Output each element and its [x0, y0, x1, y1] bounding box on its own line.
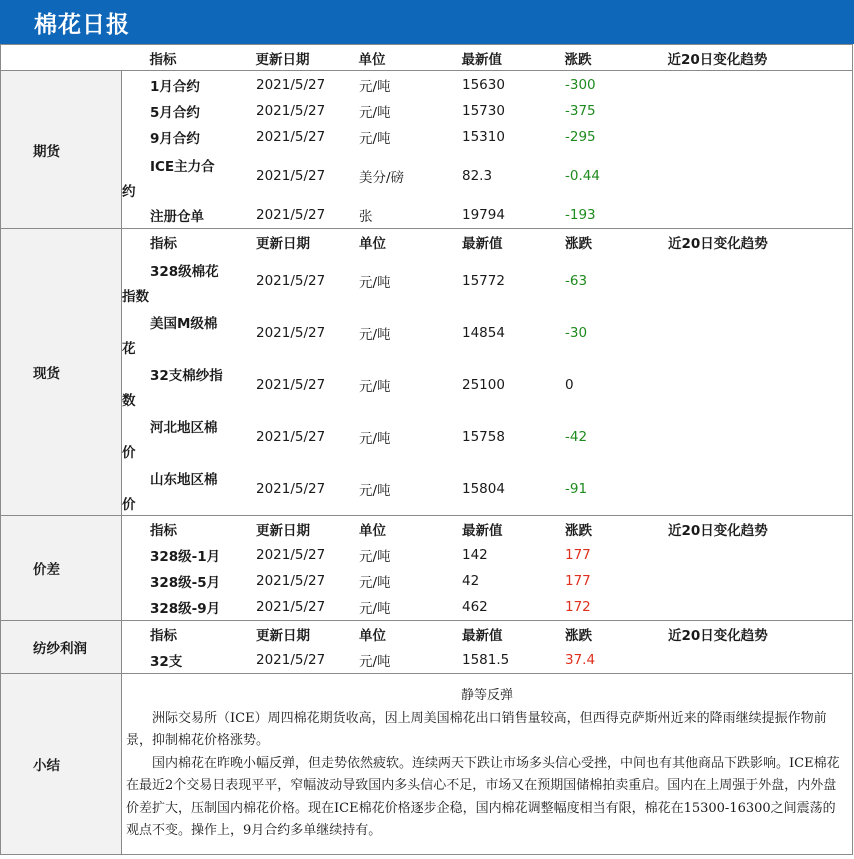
table-row: 328级-5月 2021/5/27 元/吨 42 177 [150, 573, 591, 591]
col-change: 涨跌 [564, 51, 592, 68]
col-date: 更新日期 [255, 51, 310, 68]
section-spread: 价差 指标 更新日期 单位 最新值 涨跌 近20日变化趋势 328级-1月 2021/5/27 元/吨 142 177 328级-5月 2021/5/27 元/吨 42 177 328级-9月 2021/5/27 元/吨 462 172 [1, 516, 853, 621]
table-row: 山东地区棉 价 2021/5/27 元/吨 15804 -91 [122, 471, 588, 513]
table-row: 328级棉花 指数 2021/5/27 元/吨 15772 -63 [122, 263, 588, 305]
cotton-report-table [0, 44, 853, 855]
table-row: 32支棉纱指 数 2021/5/27 元/吨 25100 0 [122, 367, 574, 409]
report-title: 棉花日报 [34, 12, 130, 38]
summary-text [122, 674, 853, 855]
category-spot: 现货 [1, 229, 122, 516]
table-row: 328级-1月 2021/5/27 元/吨 142 177 [150, 547, 591, 565]
table-row: 328级-9月 2021/5/27 元/吨 462 172 [150, 599, 591, 617]
table-header-row [1, 45, 853, 71]
table-row: ICE主力合 约 2021/5/27 美分/磅 82.3 -0.44 [122, 150, 852, 202]
section-spot: 现货 指标 更新日期 单位 最新值 涨跌 近20日变化趋势 328级棉花 指数 2021/5/27 元/吨 15772 -63 美国M级棉 花 2021/5/27 元/吨 14854 -30 32支棉纱指 数 2021/5/27 元/吨 25100 0 河北地区棉 价 2021/5/27 元/吨 15758 -42 山东地区棉 价 2021/5/27 元/吨 15804 -91 [1, 229, 853, 516]
table-row: 9月合约 2021/5/27 元/吨 15310 -295 [150, 128, 596, 147]
category-profit: 纺纱利润 [1, 621, 122, 674]
col-name: 指标 [149, 51, 177, 68]
table-row: 河北地区棉 价 2021/5/27 元/吨 15758 -42 [122, 419, 588, 461]
category-futures: 期货 [1, 71, 122, 229]
col-trend: 近20日变化趋势 [667, 51, 768, 68]
table-row: 5月合约 2021/5/27 元/吨 15730 -375 [150, 102, 596, 121]
row-name: ICE主力合 约 [122, 158, 215, 200]
summary-paragraph-2: 国内棉花在昨晚小幅反弹，但走势依然疲软。连续两天下跌让市场多头信心受挫，中间也有其他商品下跌影响。ICE棉花在最近2个交易日表现平平，窄幅波动导致国内多头信心不足，市场又在预期国储棉拍卖重启。国内在上周强于外盘，内外盘价差扩大，压制国内棉花价格。现在ICE棉花价格逐步企稳，国内棉花调整幅度相当有限，棉花在15300-16300之间震荡的观点不变。操作上，9月合约多单继续持有。 [126, 755, 840, 839]
category-spread: 价差 [1, 516, 122, 621]
table-row: 注册仓单 2021/5/27 张 19794 -193 [150, 206, 596, 225]
table-row: 32支 2021/5/27 元/吨 1581.5 37.4 [150, 652, 596, 670]
summary-subtitle: 静等反弹 [460, 688, 513, 704]
col-value: 最新值 [461, 51, 502, 68]
section-summary [1, 674, 853, 855]
col-unit: 单位 [358, 51, 386, 68]
summary-paragraph-1: 洲际交易所（ICE）周四棉花期货收高，因上周美国棉花出口销售量较高，但西得克萨斯州近来的降雨继续提振作物前景，抑制棉花价格涨势。 [126, 710, 827, 749]
table-row: 美国M级棉 花 2021/5/27 元/吨 14854 -30 [122, 315, 588, 357]
category-summary: 小结 [1, 674, 122, 855]
section-futures [1, 71, 853, 229]
section-profit: 纺纱利润 指标 更新日期 单位 最新值 涨跌 近20日变化趋势 32支 2021/5/27 元/吨 1581.5 37.4 [1, 621, 853, 674]
report-header [0, 0, 854, 44]
table-row: 1月合约 2021/5/27 元/吨 15630 -300 [150, 76, 596, 95]
